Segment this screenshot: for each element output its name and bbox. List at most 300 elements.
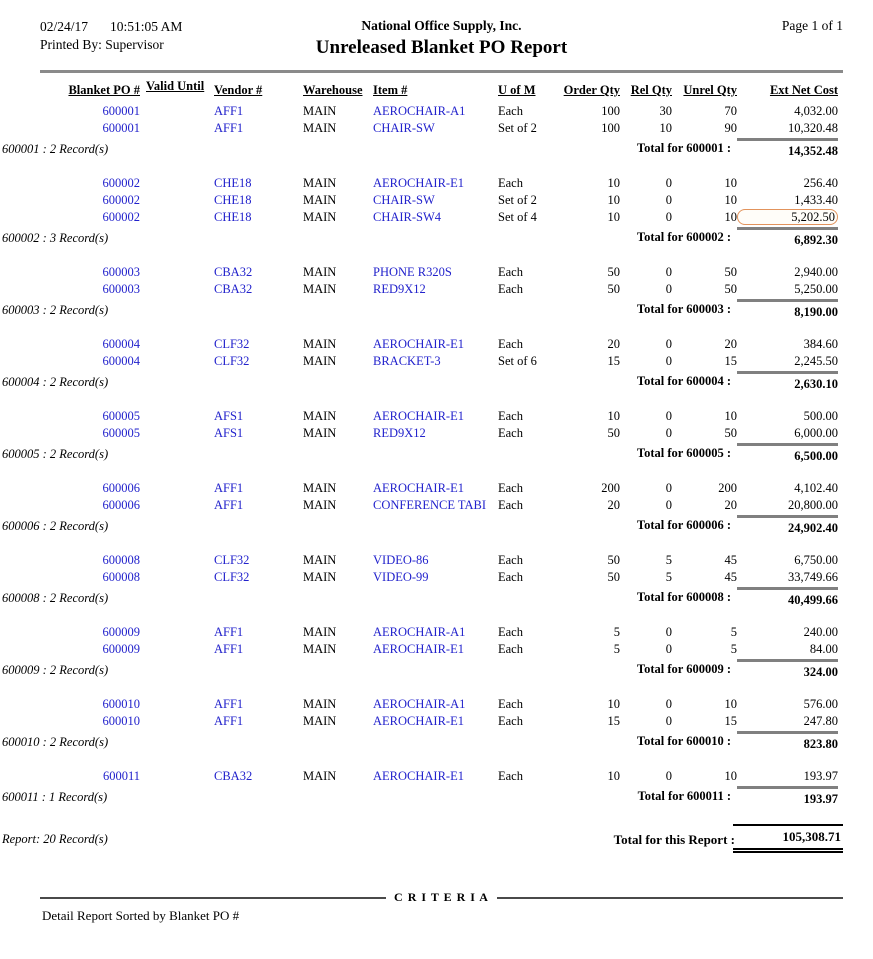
cell-uofm: Each: [498, 498, 523, 512]
column-header-warehouse: Warehouse: [303, 83, 363, 97]
cell-valid-until: [140, 425, 214, 442]
report-total-value: 105,308.71: [733, 824, 843, 853]
cell-unrel-qty: 10: [724, 409, 737, 423]
cell-valid-until: [140, 552, 214, 569]
cell-unrel-qty: 50: [724, 426, 737, 440]
cell-valid-until: [140, 569, 214, 586]
cell-unrel-qty: 45: [724, 553, 737, 567]
cell-rel-qty: 0: [665, 193, 672, 207]
cell-order-qty: 10: [607, 176, 620, 190]
section-total-value: 823.80: [737, 731, 838, 752]
cell-ext-net-cost: 256.40: [803, 176, 838, 190]
cell-item[interactable]: CHAIR-SW: [373, 193, 435, 207]
section-total-label: Total for 600010 :: [636, 734, 731, 748]
cell-blanket-po[interactable]: 600008: [102, 570, 140, 584]
cell-uofm: Each: [498, 481, 523, 495]
cell-valid-until: [140, 768, 214, 785]
section-total-row: [2, 515, 838, 535]
cell-item[interactable]: VIDEO-99: [373, 570, 429, 584]
cell-blanket-po[interactable]: 600002: [102, 210, 140, 224]
cell-warehouse: MAIN: [303, 193, 337, 207]
cell-order-qty: 10: [607, 697, 620, 711]
cell-order-qty: 15: [607, 354, 620, 368]
cell-order-qty: 20: [607, 498, 620, 512]
cell-ext-net-cost: 2,940.00: [794, 265, 838, 279]
cell-uofm: Each: [498, 714, 523, 728]
cell-order-qty: 200: [601, 481, 620, 495]
po-section: [2, 768, 838, 806]
cell-warehouse: MAIN: [303, 570, 337, 584]
cell-rel-qty: 0: [665, 210, 672, 224]
column-header-uofm: U of M: [498, 83, 536, 97]
cell-vendor[interactable]: CHE18: [214, 210, 252, 224]
cell-uofm: Each: [498, 697, 523, 711]
table-row: [40, 103, 838, 120]
cell-warehouse: MAIN: [303, 265, 337, 279]
cell-uofm: Set of 6: [498, 354, 537, 368]
cell-vendor[interactable]: AFS1: [214, 426, 244, 440]
cell-order-qty: 10: [607, 409, 620, 423]
section-total-row: [2, 138, 838, 158]
cell-rel-qty: 5: [665, 553, 672, 567]
cell-vendor[interactable]: AFF1: [214, 642, 244, 656]
table-row: [40, 264, 838, 281]
cell-uofm: Each: [498, 409, 523, 423]
cell-ext-net-cost: 1,433.40: [794, 193, 838, 207]
section-total-label: Total for 600009 :: [636, 662, 731, 676]
section-total-label: Total for 600001 :: [636, 141, 731, 155]
cell-unrel-qty: 10: [724, 210, 737, 224]
cell-item[interactable]: AEROCHAIR-A1: [373, 104, 466, 118]
section-record-count: 600008 : 2 Record(s): [2, 591, 109, 605]
cell-warehouse: MAIN: [303, 498, 337, 512]
cell-warehouse: MAIN: [303, 210, 337, 224]
section-total-value: 324.00: [737, 659, 838, 680]
cell-rel-qty: 0: [665, 481, 672, 495]
table-row: [40, 713, 838, 730]
cell-rel-qty: 0: [665, 498, 672, 512]
section-record-count: 600005 : 2 Record(s): [2, 447, 109, 461]
cell-valid-until: [140, 696, 214, 713]
po-section: [2, 624, 838, 679]
table-row: [40, 696, 838, 713]
cell-order-qty: 50: [607, 426, 620, 440]
table-row: [40, 353, 838, 370]
cell-warehouse: MAIN: [303, 282, 337, 296]
sort-criteria-text: Detail Report Sorted by Blanket PO #: [42, 908, 240, 923]
cell-vendor[interactable]: CHE18: [214, 176, 252, 190]
cell-item[interactable]: VIDEO-86: [373, 553, 429, 567]
cell-rel-qty: 0: [665, 714, 672, 728]
po-section: [2, 336, 838, 391]
cell-ext-net-cost: 6,750.00: [794, 553, 838, 567]
cell-valid-until: [140, 480, 214, 497]
cell-blanket-po[interactable]: 600003: [102, 265, 140, 279]
cell-item[interactable]: AEROCHAIR-E1: [373, 714, 464, 728]
section-record-count: 600009 : 2 Record(s): [2, 663, 109, 677]
cell-valid-until: [140, 641, 214, 658]
section-total-row: [2, 786, 838, 806]
column-header-ext-net-cost: Ext Net Cost: [769, 83, 838, 97]
po-section: [2, 408, 838, 463]
printed-by: Printed By: Supervisor: [40, 37, 164, 52]
cell-item[interactable]: CONFERENCE TABI: [373, 498, 487, 512]
cell-vendor[interactable]: AFS1: [214, 409, 244, 423]
cell-blanket-po[interactable]: 600005: [102, 426, 140, 440]
cell-item[interactable]: AEROCHAIR-E1: [373, 769, 464, 783]
section-total-value: 40,499.66: [737, 587, 838, 608]
cell-ext-net-cost: 6,000.00: [794, 426, 838, 440]
print-date: 02/24/17: [40, 19, 89, 34]
cell-rel-qty: 0: [665, 769, 672, 783]
cell-item[interactable]: CHAIR-SW: [373, 121, 435, 135]
cell-blanket-po[interactable]: 600006: [102, 498, 140, 512]
cell-item[interactable]: AEROCHAIR-E1: [373, 642, 464, 656]
cell-ext-net-cost: [737, 209, 838, 226]
cell-warehouse: MAIN: [303, 176, 337, 190]
section-total-value: 14,352.48: [737, 138, 838, 159]
cell-order-qty: 50: [607, 553, 620, 567]
report-total-label: Total for this Report :: [613, 832, 735, 847]
cell-warehouse: MAIN: [303, 769, 337, 783]
section-record-count: 600004 : 2 Record(s): [2, 375, 109, 389]
cell-valid-until: [140, 103, 214, 120]
cell-unrel-qty: 50: [724, 265, 737, 279]
cell-item[interactable]: AEROCHAIR-A1: [373, 625, 466, 639]
section-total-row: [2, 659, 838, 679]
section-total-label: Total for 600005 :: [636, 446, 731, 460]
company-name: National Office Supply, Inc.: [361, 18, 522, 33]
cell-order-qty: 10: [607, 769, 620, 783]
cell-order-qty: 5: [613, 642, 620, 656]
cell-rel-qty: 30: [659, 104, 672, 118]
cell-ext-net-cost: 247.80: [803, 714, 838, 728]
cell-uofm: Set of 4: [498, 210, 537, 224]
column-header-valid-until: Valid Until: [146, 79, 205, 93]
cell-order-qty: 10: [607, 193, 620, 207]
cell-rel-qty: 5: [665, 570, 672, 584]
cell-vendor[interactable]: CBA32: [214, 265, 253, 279]
section-total-label: Total for 600006 :: [636, 518, 731, 532]
po-section: [2, 175, 838, 247]
section-total-row: [2, 731, 838, 751]
cell-valid-until: [140, 713, 214, 730]
cell-rel-qty: 0: [665, 282, 672, 296]
cell-ext-net-cost: 10,320.48: [788, 121, 838, 135]
cell-unrel-qty: 15: [724, 354, 737, 368]
section-total-row: [2, 371, 838, 391]
section-record-count: 600003 : 2 Record(s): [2, 303, 109, 317]
cell-ext-net-cost: 4,102.40: [794, 481, 838, 495]
print-info: [40, 18, 316, 54]
column-header-order-qty: Order Qty: [563, 83, 620, 97]
cell-unrel-qty: 90: [724, 121, 737, 135]
cell-rel-qty: 0: [665, 176, 672, 190]
cell-vendor[interactable]: AFF1: [214, 481, 244, 495]
section-record-count: 600011 : 1 Record(s): [2, 790, 108, 804]
column-header-rel-qty: Rel Qty: [630, 83, 672, 97]
cell-order-qty: 50: [607, 282, 620, 296]
cell-order-qty: 100: [601, 104, 620, 118]
cell-uofm: Set of 2: [498, 121, 537, 135]
table-row: [40, 552, 838, 569]
cell-uofm: Each: [498, 642, 523, 656]
cell-valid-until: [140, 624, 214, 641]
section-record-count: 600010 : 2 Record(s): [2, 735, 109, 749]
section-total-label: Total for 600011 :: [637, 789, 731, 803]
table-row: [40, 120, 838, 137]
cell-blanket-po[interactable]: 600001: [102, 104, 140, 118]
report-header: [40, 18, 843, 59]
cell-ext-net-cost: 2,245.50: [794, 354, 838, 368]
cell-ext-net-cost: 5,250.00: [794, 282, 838, 296]
cell-rel-qty: 0: [665, 426, 672, 440]
cell-rel-qty: 0: [665, 409, 672, 423]
cell-item[interactable]: PHONE R320S: [373, 265, 452, 279]
cell-vendor[interactable]: AFF1: [214, 121, 244, 135]
table-row: [40, 569, 838, 586]
cell-uofm: Each: [498, 625, 523, 639]
cell-warehouse: MAIN: [303, 104, 337, 118]
cell-warehouse: MAIN: [303, 121, 337, 135]
cell-item[interactable]: RED9X12: [373, 426, 426, 440]
table-header-row: [40, 79, 838, 98]
cell-vendor[interactable]: AFF1: [214, 104, 244, 118]
cell-unrel-qty: 20: [724, 498, 737, 512]
section-total-value: 2,630.10: [737, 371, 838, 392]
cell-valid-until: [140, 408, 214, 425]
po-section: [2, 480, 838, 535]
report-record-count: Report: 20 Record(s): [2, 832, 108, 846]
table-row: [40, 175, 838, 192]
cell-item[interactable]: CHAIR-SW4: [373, 210, 442, 224]
cell-uofm: Each: [498, 176, 523, 190]
table-row: [40, 497, 838, 514]
cell-unrel-qty: 5: [730, 642, 737, 656]
cell-vendor[interactable]: CLF32: [214, 337, 250, 351]
cell-unrel-qty: 15: [724, 714, 737, 728]
cell-vendor[interactable]: CLF32: [214, 354, 250, 368]
cell-uofm: Each: [498, 426, 523, 440]
print-time: 10:51:05 AM: [110, 19, 183, 34]
cell-vendor[interactable]: CLF32: [214, 570, 250, 584]
page-indicator: Page 1 of 1: [781, 18, 843, 33]
cell-valid-until: [140, 192, 214, 209]
cell-valid-until: [140, 353, 214, 370]
cell-unrel-qty: 70: [724, 104, 737, 118]
cell-valid-until: [140, 281, 214, 298]
cell-vendor[interactable]: CBA32: [214, 769, 253, 783]
section-total-row: [2, 299, 838, 319]
cell-uofm: Set of 2: [498, 193, 537, 207]
column-header-vendor: Vendor #: [214, 83, 263, 97]
cell-vendor[interactable]: CHE18: [214, 193, 252, 207]
po-section: [2, 552, 838, 607]
cell-valid-until: [140, 120, 214, 137]
cell-rel-qty: 0: [665, 354, 672, 368]
cell-unrel-qty: 10: [724, 193, 737, 207]
section-total-value: 6,500.00: [737, 443, 838, 464]
cell-ext-net-cost: 33,749.66: [788, 570, 838, 584]
cell-blanket-po[interactable]: 600010: [102, 714, 140, 728]
table-row: [40, 408, 838, 425]
cell-warehouse: MAIN: [303, 337, 337, 351]
cell-blanket-po[interactable]: 600010: [102, 697, 140, 711]
cell-rel-qty: 0: [665, 265, 672, 279]
cell-unrel-qty: 10: [724, 769, 737, 783]
table-row: [40, 480, 838, 497]
cell-uofm: Each: [498, 570, 523, 584]
po-section: [2, 264, 838, 319]
section-total-value: 193.97: [737, 786, 838, 807]
cell-blanket-po[interactable]: 600006: [102, 481, 140, 495]
section-total-row: [2, 443, 838, 463]
cell-uofm: Each: [498, 769, 523, 783]
cell-warehouse: MAIN: [303, 714, 337, 728]
cell-unrel-qty: 45: [724, 570, 737, 584]
cell-item[interactable]: AEROCHAIR-E1: [373, 337, 464, 351]
cell-rel-qty: 0: [665, 642, 672, 656]
section-total-label: Total for 600008 :: [636, 590, 731, 604]
focused-cell-highlight[interactable]: 5,202.50: [737, 209, 838, 225]
header-divider: [40, 70, 843, 73]
criteria-heading: C R I T E R I A: [394, 890, 489, 904]
criteria-line-right: [497, 897, 843, 899]
cell-item[interactable]: AEROCHAIR-E1: [373, 409, 464, 423]
cell-order-qty: 15: [607, 714, 620, 728]
section-total-row: [2, 587, 838, 607]
table-row: [40, 192, 838, 209]
cell-vendor[interactable]: CLF32: [214, 553, 250, 567]
cell-unrel-qty: 5: [730, 625, 737, 639]
print-datetime: [40, 18, 316, 36]
table-body: [2, 103, 838, 806]
section-record-count: 600006 : 2 Record(s): [2, 519, 109, 533]
cell-uofm: Each: [498, 337, 523, 351]
cell-unrel-qty: 50: [724, 282, 737, 296]
cell-blanket-po[interactable]: 600009: [102, 625, 140, 639]
section-total-value: 24,902.40: [737, 515, 838, 536]
cell-order-qty: 100: [601, 121, 620, 135]
cell-ext-net-cost: 193.97: [803, 769, 838, 783]
column-header-item: Item #: [373, 83, 408, 97]
cell-rel-qty: 10: [659, 121, 672, 135]
cell-order-qty: 5: [613, 625, 620, 639]
cell-ext-net-cost: 384.60: [803, 337, 838, 351]
report-title: Unreleased Blanket PO Report: [315, 37, 568, 58]
po-section: [2, 696, 838, 751]
cell-blanket-po[interactable]: 600004: [102, 337, 140, 351]
table-row: [40, 425, 838, 442]
cell-order-qty: 10: [607, 210, 620, 224]
section-total-label: Total for 600004 :: [636, 374, 731, 388]
header-center: [316, 18, 567, 59]
section-total-label: Total for 600002 :: [636, 230, 731, 244]
cell-blanket-po[interactable]: 600009: [102, 642, 140, 656]
cell-vendor[interactable]: CBA32: [214, 282, 253, 296]
cell-ext-net-cost: 84.00: [809, 642, 838, 656]
criteria-divider: [40, 890, 843, 905]
cell-item[interactable]: AEROCHAIR-A1: [373, 697, 466, 711]
cell-ext-net-cost: 576.00: [803, 697, 838, 711]
cell-item[interactable]: AEROCHAIR-E1: [373, 481, 464, 495]
cell-ext-net-cost: 500.00: [803, 409, 838, 423]
section-record-count: 600002 : 3 Record(s): [2, 231, 109, 245]
cell-valid-until: [140, 175, 214, 192]
report-total-row: [2, 824, 841, 858]
table-row: [40, 336, 838, 353]
cell-rel-qty: 0: [665, 697, 672, 711]
cell-blanket-po[interactable]: 600002: [102, 176, 140, 190]
section-total-label: Total for 600003 :: [636, 302, 731, 316]
cell-warehouse: MAIN: [303, 697, 337, 711]
cell-warehouse: MAIN: [303, 426, 337, 440]
section-total-value: 6,892.30: [737, 227, 838, 248]
cell-blanket-po[interactable]: 600001: [102, 121, 140, 135]
table-row: [40, 281, 838, 298]
cell-item[interactable]: RED9X12: [373, 282, 426, 296]
table-row: [40, 209, 838, 226]
cell-blanket-po[interactable]: 600003: [102, 282, 140, 296]
cell-blanket-po[interactable]: 600011: [102, 769, 140, 783]
column-header-blanket-po: Blanket PO #: [68, 83, 140, 97]
cell-warehouse: MAIN: [303, 642, 337, 656]
table-row: [40, 641, 838, 658]
cell-vendor[interactable]: AFF1: [214, 625, 244, 639]
cell-warehouse: MAIN: [303, 625, 337, 639]
cell-valid-until: [140, 497, 214, 514]
cell-uofm: Each: [498, 282, 523, 296]
report-table: [2, 79, 841, 858]
cell-ext-net-cost: 20,800.00: [788, 498, 838, 512]
cell-rel-qty: 0: [665, 625, 672, 639]
column-header-unrel-qty: Unrel Qty: [683, 83, 737, 97]
cell-valid-until: [140, 209, 214, 226]
cell-ext-net-cost: 240.00: [803, 625, 838, 639]
cell-unrel-qty: 20: [724, 337, 737, 351]
cell-unrel-qty: 10: [724, 697, 737, 711]
cell-valid-until: [140, 336, 214, 353]
cell-uofm: Each: [498, 265, 523, 279]
table-row: [40, 624, 838, 641]
cell-order-qty: 50: [607, 265, 620, 279]
cell-ext-net-cost: 4,032.00: [794, 104, 838, 118]
section-total-row: [2, 227, 838, 247]
cell-uofm: Each: [498, 104, 523, 118]
po-section: [2, 103, 838, 158]
cell-unrel-qty: 200: [718, 481, 737, 495]
cell-warehouse: MAIN: [303, 481, 337, 495]
section-total-value: 8,190.00: [737, 299, 838, 320]
criteria-line-left: [40, 897, 386, 899]
cell-vendor[interactable]: AFF1: [214, 714, 244, 728]
cell-uofm: Each: [498, 553, 523, 567]
cell-blanket-po[interactable]: 600004: [102, 354, 140, 368]
cell-order-qty: 20: [607, 337, 620, 351]
cell-warehouse: MAIN: [303, 409, 337, 423]
table-row: [40, 768, 838, 785]
cell-item[interactable]: BRACKET-3: [373, 354, 441, 368]
cell-warehouse: MAIN: [303, 354, 337, 368]
cell-vendor[interactable]: AFF1: [214, 697, 244, 711]
cell-blanket-po[interactable]: 600002: [102, 193, 140, 207]
cell-vendor[interactable]: AFF1: [214, 498, 244, 512]
cell-valid-until: [140, 264, 214, 281]
cell-order-qty: 50: [607, 570, 620, 584]
cell-item[interactable]: AEROCHAIR-E1: [373, 176, 464, 190]
cell-blanket-po[interactable]: 600008: [102, 553, 140, 567]
cell-blanket-po[interactable]: 600005: [102, 409, 140, 423]
